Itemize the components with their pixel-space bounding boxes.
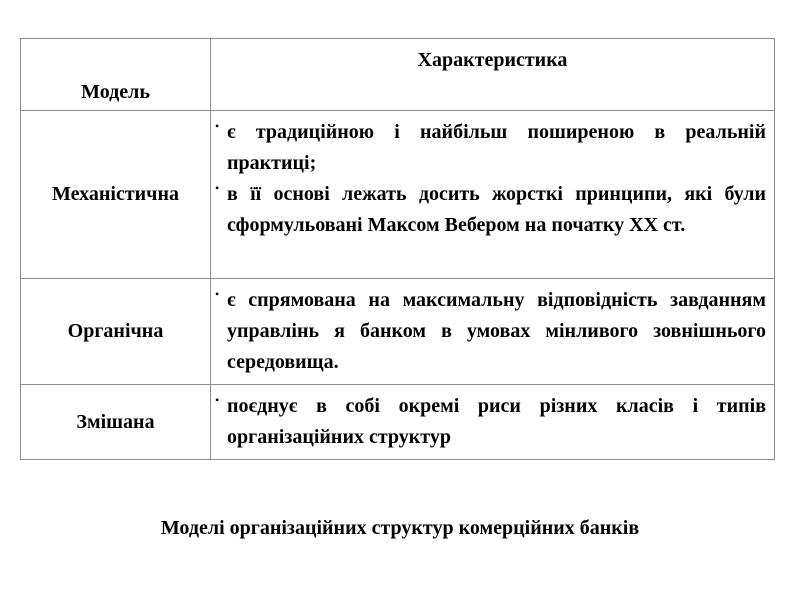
header-model: Модель xyxy=(21,39,211,111)
characteristic-cell xyxy=(211,385,775,460)
model-name: Механістична xyxy=(21,111,211,279)
bullet-text: в її основі лежать досить жорсткі принципи, які були сформульовані Максом Вебером на початку ХХ ст. xyxy=(227,183,766,236)
characteristic-cell xyxy=(211,111,775,279)
table-row-organic xyxy=(21,279,775,385)
bullet-text: є традиційною і найбільш поширеною в реальній практиці; xyxy=(227,121,766,174)
table-header-row xyxy=(21,39,775,111)
model-name: Органічна xyxy=(21,279,211,385)
bullet-item xyxy=(215,285,766,378)
bullet-icon: • xyxy=(215,393,220,407)
table-row-mixed xyxy=(21,385,775,460)
model-name: Змішана xyxy=(21,385,211,460)
bullet-text: поєднує в собі окремі риси різних класів і типів організаційних структур xyxy=(227,395,766,448)
table-row-mechanistic xyxy=(21,111,775,279)
characteristic-cell xyxy=(211,279,775,385)
bullet-icon: • xyxy=(215,287,220,301)
bullet-text: є спрямована на максимальну відповідність завданням управлінь я банком в умовах мінливого зовнішнього середовища. xyxy=(227,289,766,373)
bullet-icon: • xyxy=(215,119,220,133)
bullet-item xyxy=(215,117,766,179)
models-table xyxy=(20,38,775,460)
bullet-icon: • xyxy=(215,181,220,195)
header-characteristic: Характеристика xyxy=(211,39,775,111)
bullet-item xyxy=(215,391,766,453)
table-caption: Моделі організаційних структур комерційних банків xyxy=(160,517,640,539)
bullet-item xyxy=(215,179,766,241)
